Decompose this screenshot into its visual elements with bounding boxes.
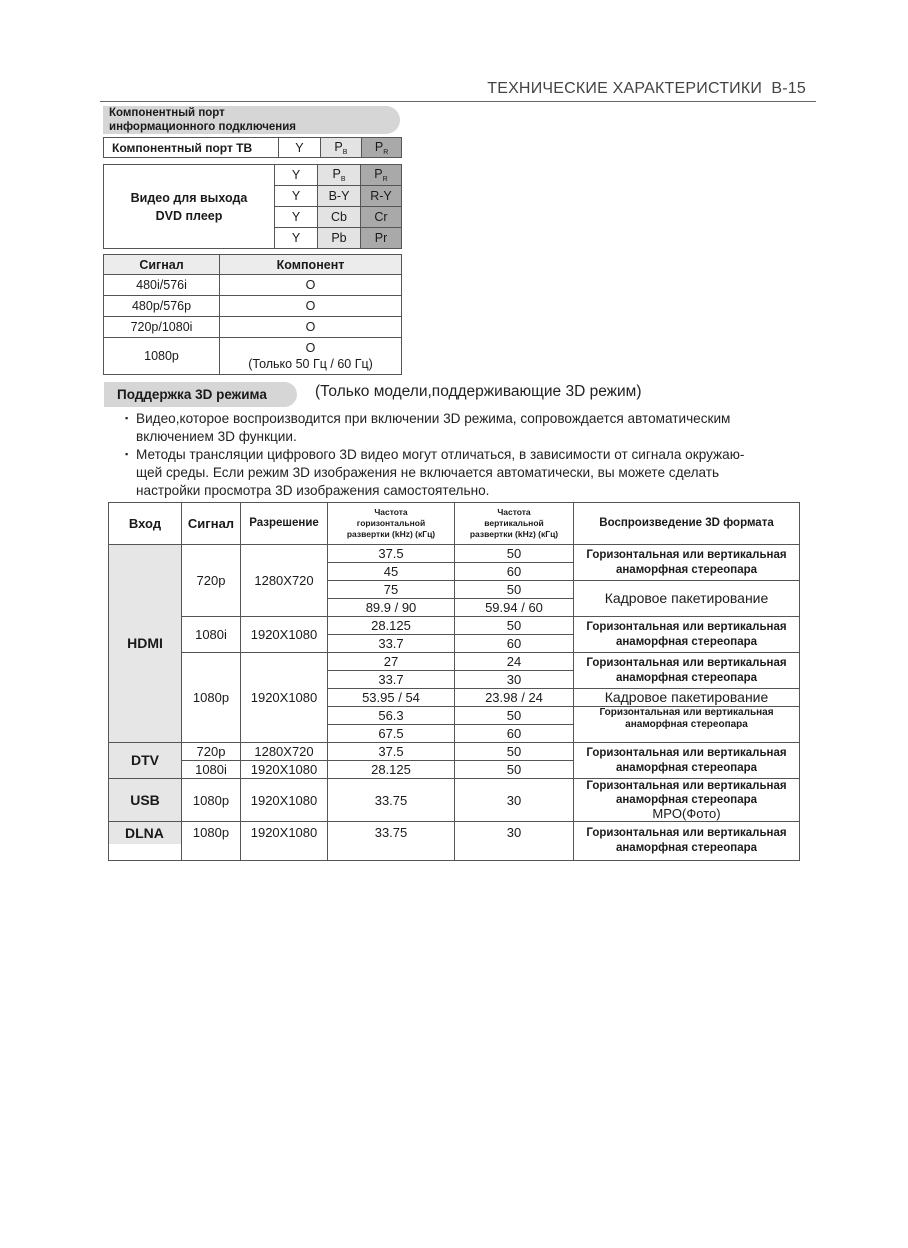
hfreq-cell: 89.9 / 90 — [328, 599, 455, 617]
dvd-cell: Pr — [361, 228, 402, 249]
hfreq-cell: 56.3 — [328, 707, 455, 725]
format-cell: Горизонтальная или вертикальная анаморфная стереопара MPO(Фото) — [574, 779, 800, 822]
vfreq-cell: 50 — [455, 581, 574, 599]
page-header — [487, 80, 806, 98]
vfreq-cell: 30 — [455, 822, 574, 861]
bullet-item: ▪ Методы трансляции цифрового 3D видео могут отличаться, в зависимости от сигнала окружаю- щей среды. Если режим 3D изображения не включается автоматически, вы можете сделать настройки просмотра 3D изображения самостоятельно. — [127, 446, 807, 500]
vfreq-cell: 30 — [455, 779, 574, 822]
signal-cell: 720p — [182, 743, 241, 761]
component-cell: O (Только 50 Гц / 60 Гц) — [220, 338, 402, 375]
format-cell: Горизонтальная или вертикальная анаморфная стереопара — [574, 743, 800, 779]
dvd-cell: Y — [275, 186, 318, 207]
vfreq-cell: 60 — [455, 563, 574, 581]
vfreq-cell: 60 — [455, 725, 574, 743]
dvd-cell: $P_R$ — [361, 165, 402, 186]
format-cell: Кадровое пакетирование — [574, 689, 800, 707]
signal-cell: 720p/1080i — [104, 317, 220, 338]
page-number: В-15 — [771, 80, 806, 97]
component-cell: O — [220, 275, 402, 296]
dvd-label: Видео для выхода DVD плеер — [104, 165, 275, 249]
hfreq-cell: 27 — [328, 653, 455, 671]
vfreq-cell: 23.98 / 24 — [455, 689, 574, 707]
support-3d-notes — [127, 410, 807, 500]
resolution-cell: 1920X1080 — [241, 779, 328, 822]
heading-line1: Компонентный порт — [109, 107, 225, 119]
hfreq-cell: 33.75 — [328, 779, 455, 822]
hfreq-cell: 28.125 — [328, 761, 455, 779]
format-cell: Горизонтальная или вертикальная анаморфная стереопара — [574, 822, 800, 861]
dvd-cell: $P_B$ — [318, 165, 361, 186]
vfreq-cell: 59.94 / 60 — [455, 599, 574, 617]
signal-cell: 1080i — [182, 617, 241, 653]
format-3d-table — [108, 502, 800, 861]
vfreq-cell: 50 — [455, 545, 574, 563]
header-input: Вход — [109, 503, 182, 545]
resolution-cell: 1920X1080 — [241, 653, 328, 743]
heading-line2: информационного подключения — [109, 121, 297, 133]
header-format: Воспроизведение 3D формата — [574, 503, 800, 545]
input-hdmi: HDMI — [109, 545, 182, 743]
signal-component-table — [103, 254, 402, 375]
signal-cell: 720p — [182, 545, 241, 617]
signal-cell: 1080p — [104, 338, 220, 375]
header-hfreq: Частота горизонтальной развертки (kHz) (кГц) — [328, 503, 455, 545]
component-header: Компонент — [220, 255, 402, 275]
hfreq-cell: 67.5 — [328, 725, 455, 743]
hfreq-cell: 33.7 — [328, 635, 455, 653]
signal-cell: 1080i — [182, 761, 241, 779]
dvd-cell: Pb — [318, 228, 361, 249]
vfreq-cell: 50 — [455, 743, 574, 761]
dvd-cell: R-Y — [361, 186, 402, 207]
component-cell: O — [220, 296, 402, 317]
dvd-cell: B-Y — [318, 186, 361, 207]
resolution-cell: 1280X720 — [241, 743, 328, 761]
tv-cell-pr: $P_R$ — [362, 138, 402, 158]
signal-cell: 1080p — [182, 653, 241, 743]
resolution-cell: 1920X1080 — [241, 761, 328, 779]
hfreq-cell: 53.95 / 54 — [328, 689, 455, 707]
resolution-cell: 1280X720 — [241, 545, 328, 617]
dvd-cell: Cb — [318, 207, 361, 228]
dvd-cell: Cr — [361, 207, 402, 228]
vfreq-cell: 50 — [455, 617, 574, 635]
input-dtv: DTV — [109, 743, 182, 779]
vfreq-cell: 50 — [455, 761, 574, 779]
resolution-cell: 1920X1080 — [241, 822, 328, 861]
hfreq-cell: 45 — [328, 563, 455, 581]
format-cell: Горизонтальная или вертикальная анаморфная стереопара — [574, 545, 800, 581]
dvd-output-table — [103, 164, 402, 249]
header-vfreq: Частота вертикальной развертки (kHz) (кГц) — [455, 503, 574, 545]
hfreq-cell: 37.5 — [328, 545, 455, 563]
vfreq-cell: 50 — [455, 707, 574, 725]
vfreq-cell: 60 — [455, 635, 574, 653]
tv-port-label: Компонентный порт ТВ — [104, 138, 279, 158]
bullet-item: ▪ Видео,которое воспроизводится при включении 3D режима, сопровождается автоматическим включением 3D функции. — [127, 410, 807, 446]
input-usb: USB — [109, 779, 182, 822]
input-dlna: DLNA — [109, 822, 181, 844]
signal-cell: 480i/576i — [104, 275, 220, 296]
signal-header: Сигнал — [104, 255, 220, 275]
format-cell: Горизонтальная или вертикальная анаморфная стереопара — [574, 617, 800, 653]
signal-cell: 480p/576p — [104, 296, 220, 317]
hfreq-cell: 33.7 — [328, 671, 455, 689]
tv-port-table — [103, 137, 402, 158]
input-dlna-cell — [109, 822, 182, 861]
support-3d-note: (Только модели,поддерживающие 3D режим) — [315, 383, 642, 400]
support-3d-heading: Поддержка 3D режима — [104, 382, 297, 407]
dvd-cell: Y — [275, 165, 318, 186]
format-cell: Горизонтальная или вертикальная анаморфная стереопара — [574, 653, 800, 689]
hfreq-cell: 37.5 — [328, 743, 455, 761]
vfreq-cell: 24 — [455, 653, 574, 671]
format-cell: Кадровое пакетирование — [574, 581, 800, 617]
component-port-heading — [103, 106, 400, 134]
signal-cell: 1080p — [182, 779, 241, 822]
hfreq-cell: 75 — [328, 581, 455, 599]
tv-cell-pb: $P_B$ — [320, 138, 362, 158]
header-divider — [100, 101, 816, 102]
signal-cell: 1080p — [182, 822, 241, 861]
dvd-cell: Y — [275, 207, 318, 228]
dvd-cell: Y — [275, 228, 318, 249]
header-signal: Сигнал — [182, 503, 241, 545]
format-cell: Горизонтальная или вертикальная анаморфная стереопара — [574, 707, 800, 743]
resolution-cell: 1920X1080 — [241, 617, 328, 653]
header-title: ТЕХНИЧЕСКИЕ ХАРАКТЕРИСТИКИ — [487, 80, 763, 97]
tv-cell-y: Y — [279, 138, 320, 158]
hfreq-cell: 28.125 — [328, 617, 455, 635]
hfreq-cell: 33.75 — [328, 822, 455, 861]
header-resolution: Разрешение — [241, 503, 328, 545]
component-cell: O — [220, 317, 402, 338]
vfreq-cell: 30 — [455, 671, 574, 689]
